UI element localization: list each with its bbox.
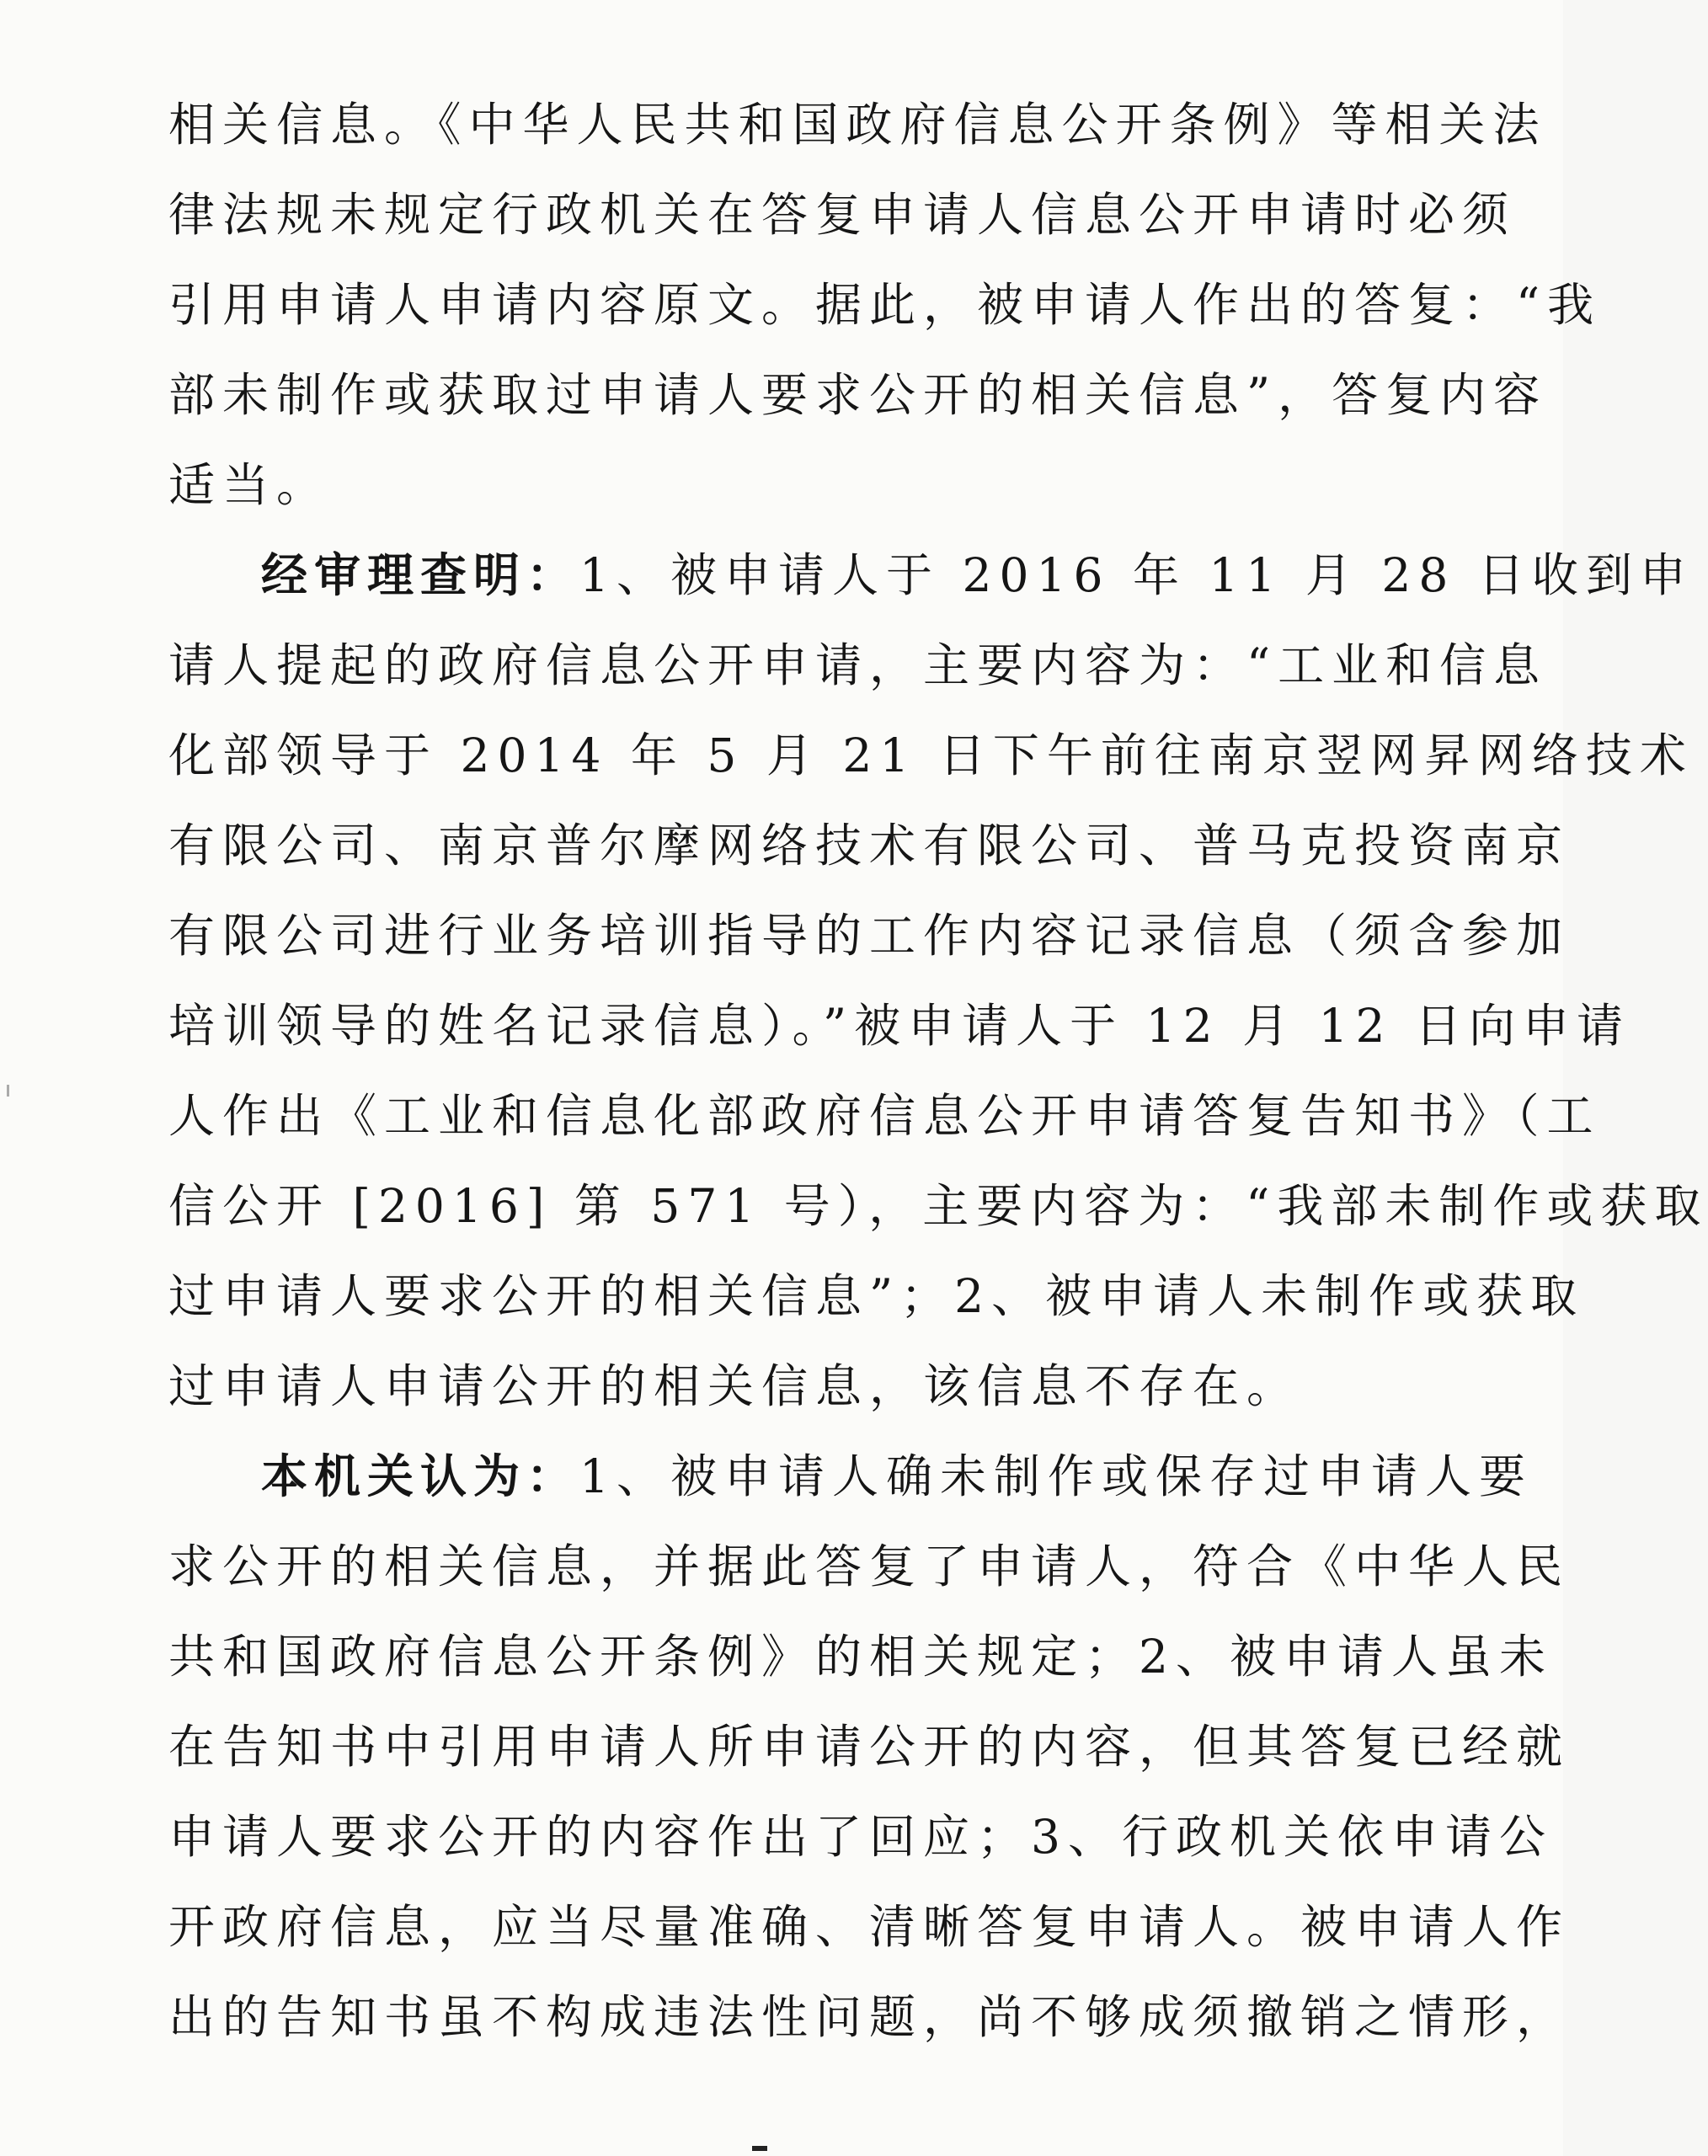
text-line: 出的告知书虽不构成违法性问题，尚不够成须撤销之情形， bbox=[168, 1990, 1571, 2044]
text-line: 过申请人要求公开的相关信息”；2、被申请人未制作或获取 bbox=[168, 1269, 1585, 1323]
text-line: 适当。 bbox=[168, 458, 331, 512]
paragraph-2-first-line-rest: 1、被申请人于 2016 年 11 月 28 日收到申 bbox=[579, 548, 1694, 602]
text-line: 申请人要求公开的内容作出了回应；3、行政机关依申请公 bbox=[168, 1810, 1553, 1864]
text-line: 部未制作或获取过申请人要求公开的相关信息”，答复内容 bbox=[168, 368, 1548, 422]
paragraph-2-first-line bbox=[168, 531, 1694, 621]
paragraph-3 bbox=[168, 1432, 1571, 2063]
text-line: 求公开的相关信息，并据此答复了申请人，符合《中华人民 bbox=[168, 1540, 1571, 1593]
text-line: 化部领导于 2014 年 5 月 21 日下午前往南京翌网昇网络技术 bbox=[168, 728, 1694, 782]
text-line: 有限公司进行业务培训指导的工作内容记录信息（须含参加 bbox=[168, 909, 1571, 963]
text-line: 相关信息。《中华人民共和国政府信息公开条例》等相关法 bbox=[168, 98, 1547, 152]
text-line: 在告知书中引用申请人所申请公开的内容，但其答复已经就 bbox=[168, 1720, 1571, 1774]
text-line: 人作出《工业和信息化部政府信息公开申请答复告知书》（工 bbox=[168, 1089, 1601, 1143]
paragraph-3-first-line bbox=[168, 1432, 1534, 1522]
text-line: 信公开 [2016] 第 571 号），主要内容为：“我部未制作或获取 bbox=[168, 1179, 1708, 1233]
paragraph-2 bbox=[168, 531, 1708, 1432]
paragraph-1 bbox=[168, 80, 1602, 531]
document-body bbox=[168, 80, 1708, 2063]
paragraph-2-heading: 经审理查明： bbox=[261, 548, 580, 602]
text-line: 请人提起的政府信息公开申请，主要内容为：“工业和信息 bbox=[168, 638, 1548, 692]
text-line: 培训领导的姓名记录信息）。”被申请人于 12 月 12 日向申请 bbox=[168, 999, 1631, 1053]
page-bottom-mark bbox=[752, 2146, 767, 2151]
text-line: 律法规未规定行政机关在答复申请人信息公开申请时必须 bbox=[168, 188, 1517, 242]
paragraph-3-heading: 本机关认为： bbox=[261, 1449, 580, 1503]
text-line: 开政府信息，应当尽量准确、清晰答复申请人。被申请人作 bbox=[168, 1900, 1571, 1954]
text-line: 共和国政府信息公开条例》的相关规定；2、被申请人虽未 bbox=[168, 1630, 1553, 1684]
paragraph-3-first-line-rest: 1、被申请人确未制作或保存过申请人要 bbox=[579, 1449, 1534, 1503]
text-line: 引用申请人申请内容原文。据此，被申请人作出的答复：“我 bbox=[168, 278, 1602, 332]
scan-mark bbox=[7, 1085, 9, 1097]
text-line: 有限公司、南京普尔摩网络技术有限公司、普马克投资南京 bbox=[168, 819, 1571, 873]
text-line: 过申请人申请公开的相关信息，该信息不存在。 bbox=[168, 1359, 1301, 1413]
